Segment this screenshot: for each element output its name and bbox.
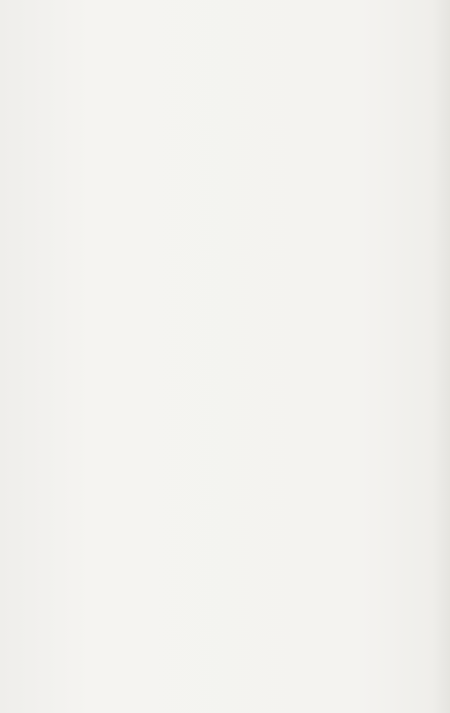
page-edge-shadow — [432, 0, 450, 713]
